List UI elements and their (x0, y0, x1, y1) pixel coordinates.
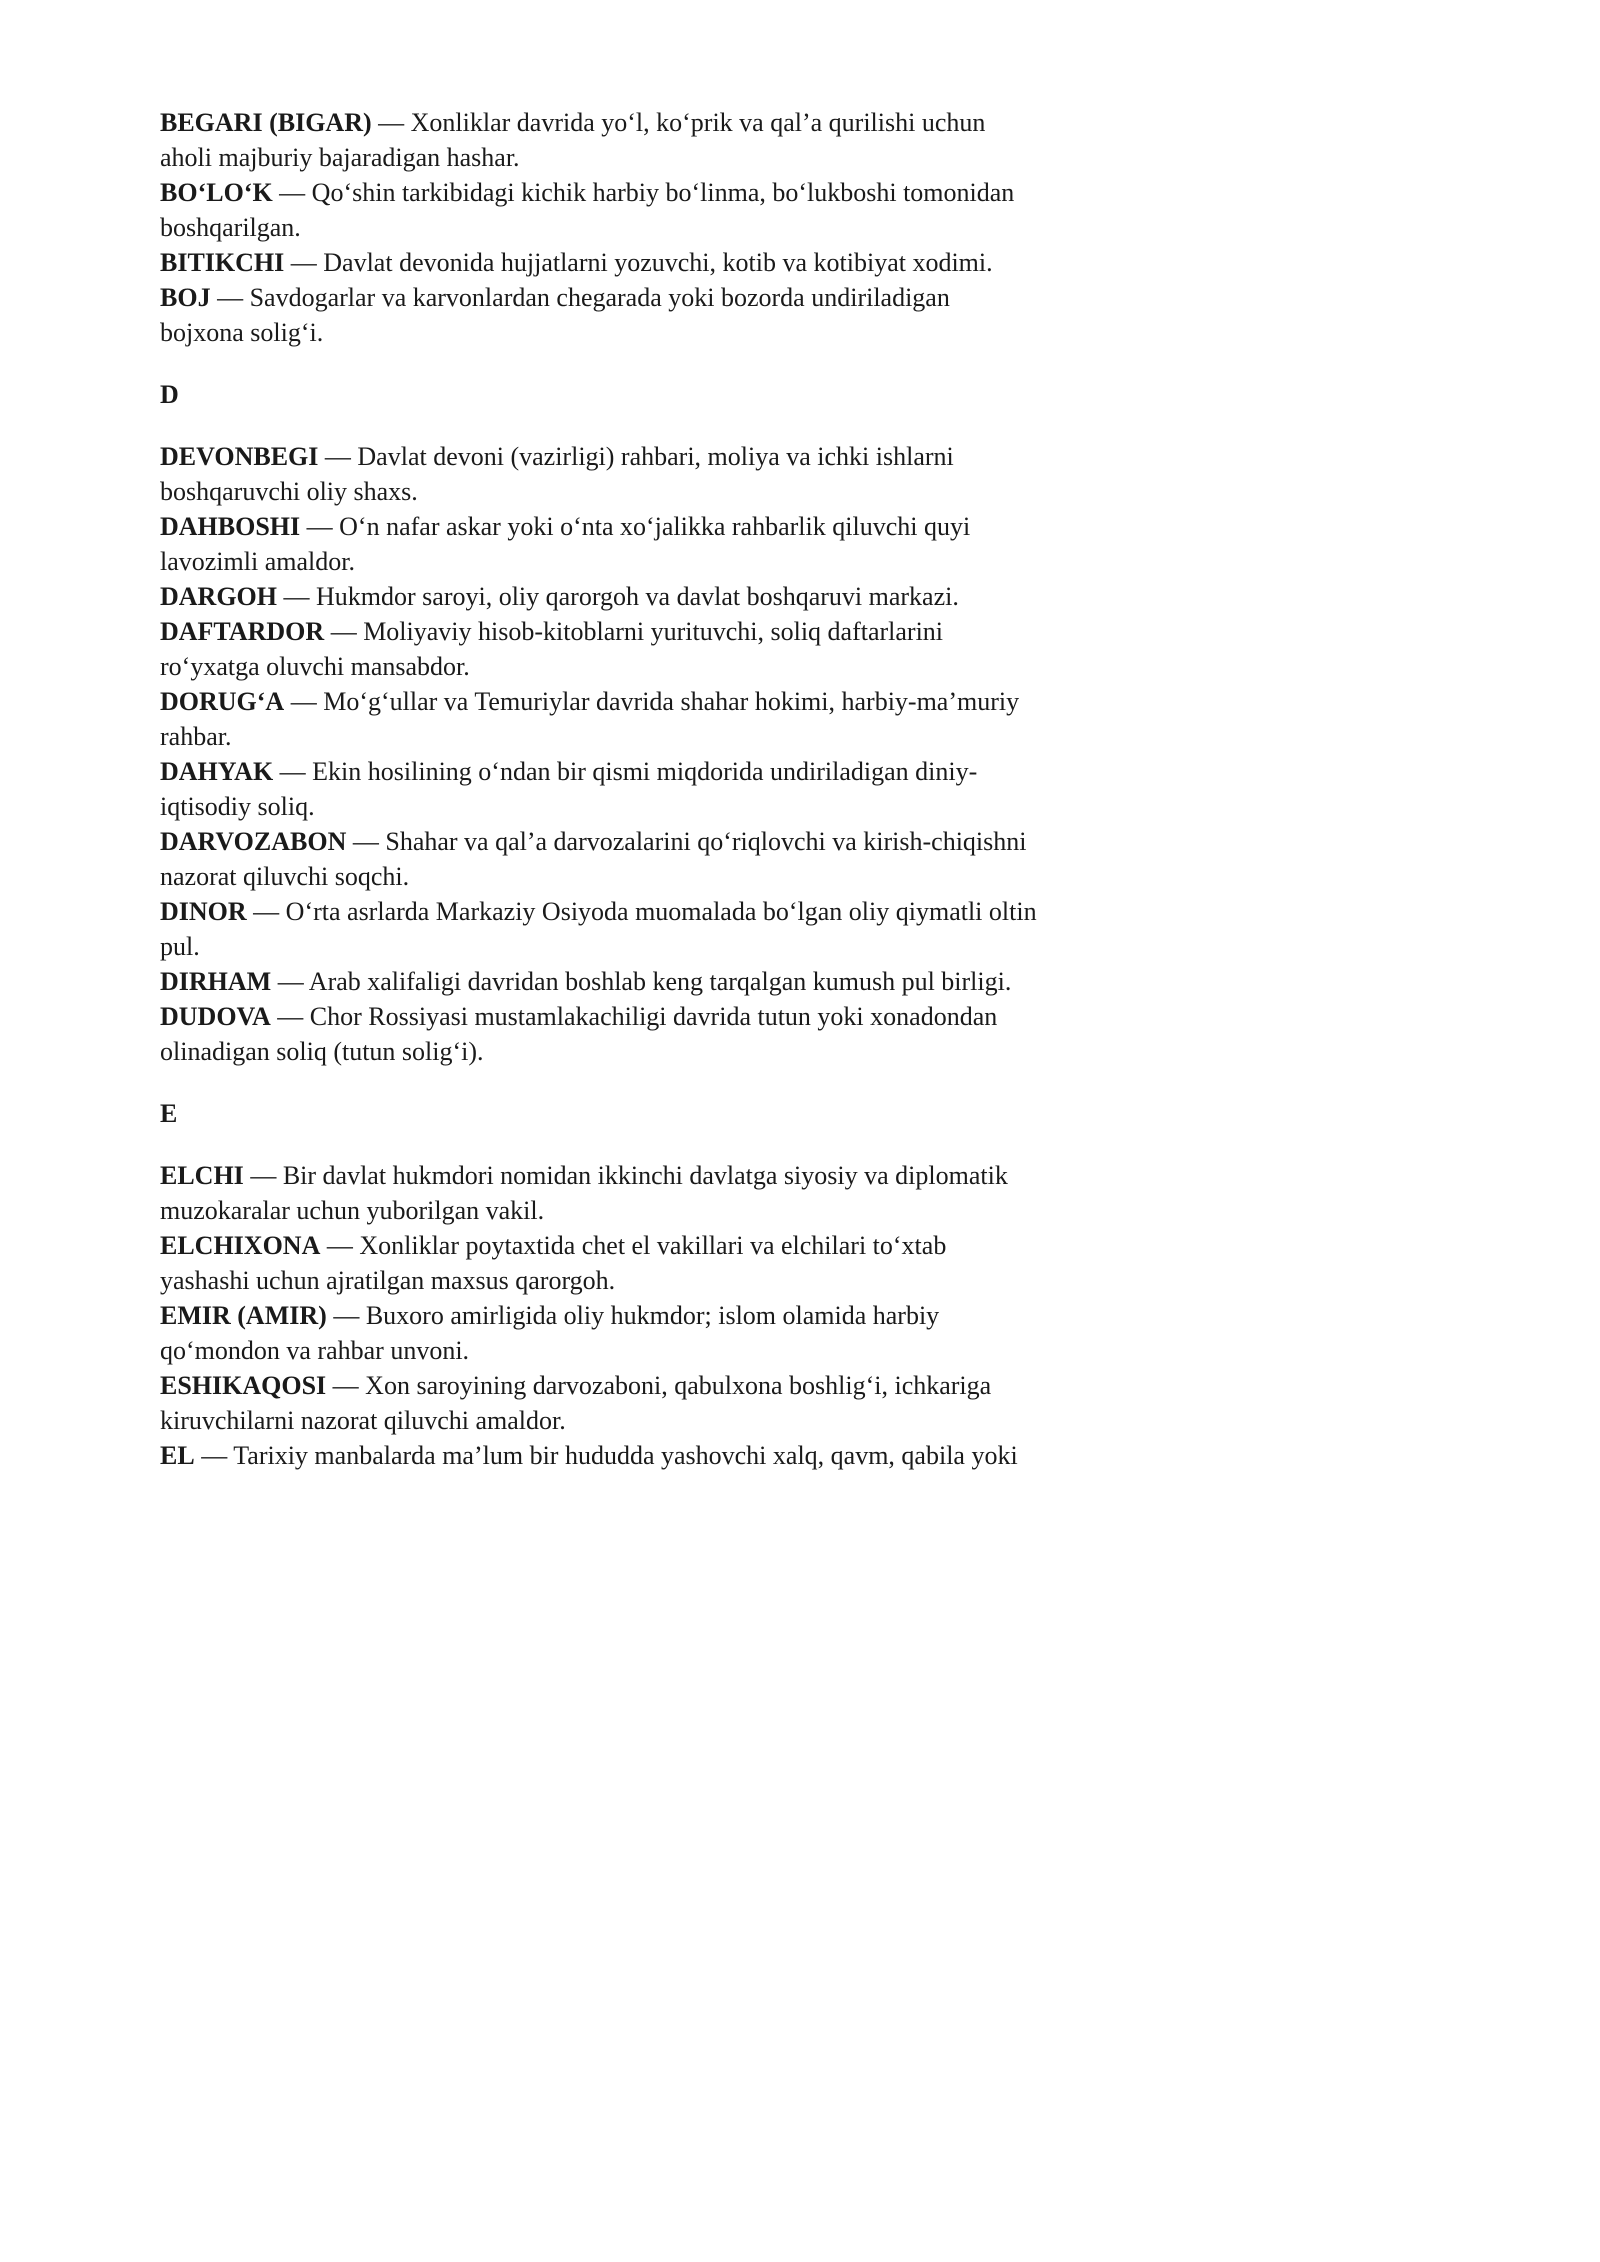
entry-dash: — (273, 757, 313, 786)
entry-dash: — (271, 967, 309, 996)
glossary-entry (160, 1298, 1040, 1368)
entry-definition: Moliyaviy hisob-kitoblarni yurituvchi, soliq daftarlarini ro‘yxatga oluvchi mansabdor. (160, 617, 944, 681)
entry-term: BEGARI (BIGAR) (160, 108, 372, 137)
glossary-entry (160, 1438, 1040, 1473)
entry-definition: Mo‘g‘ullar va Temuriylar davrida shahar hokimi, harbiy-ma’muriy rahbar. (160, 687, 1020, 751)
entry-definition: Xon saroyining darvozaboni, qabulxona boshlig‘i, ichkariga kiruvchilarni nazorat qiluvchi amaldor. (160, 1371, 992, 1435)
entry-term: DINOR (160, 897, 247, 926)
glossary-entry (160, 439, 1040, 509)
entry-definition: Chor Rossiyasi mustamlakachiligi davrida tutun yoki xonadondan olinadigan soliq (tutun solig‘i). (160, 1002, 998, 1066)
glossary-entry (160, 894, 1040, 964)
entry-definition: Shahar va qal’a darvozalarini qo‘riqlovchi va kirish-chiqishni nazorat qiluvchi soqchi. (160, 827, 1027, 891)
entry-dash: — (346, 827, 386, 856)
glossary-entry (160, 754, 1040, 824)
glossary-entry (160, 509, 1040, 579)
glossary-entry (160, 614, 1040, 684)
entry-dash: — (326, 1301, 366, 1330)
glossary-entry (160, 280, 1040, 350)
entry-dash: — (324, 617, 364, 646)
entry-definition: Buxoro amirligida oliy hukmdor; islom olamida harbiy qo‘mondon va rahbar unvoni. (160, 1301, 940, 1365)
glossary-entry (160, 579, 1040, 614)
entry-definition: O‘n nafar askar yoki o‘nta xo‘jalikka rahbarlik qiluvchi quyi lavozimli amaldor. (160, 512, 971, 576)
entry-term: DAHYAK (160, 757, 274, 786)
entry-term: DAFTARDOR (160, 617, 325, 646)
entry-dash: — (320, 1231, 360, 1260)
section-letter-heading: D (160, 380, 179, 409)
entry-term: DARGOH (160, 582, 277, 611)
entry-term: DEVONBEGI (160, 442, 319, 471)
entry-dash: — (243, 1161, 283, 1190)
entry-definition: Xonliklar davrida yo‘l, ko‘prik va qal’a qurilishi uchun aholi majburiy bajaradigan hashar. (160, 108, 986, 172)
entry-dash: — (210, 283, 250, 312)
entry-dash: — (284, 687, 324, 716)
entry-term: BO‘LO‘K (160, 178, 273, 207)
glossary-entry (160, 1228, 1040, 1298)
glossary-entry (160, 175, 1040, 245)
entry-definition: Arab xalifaligi davridan boshlab keng tarqalgan kumush pul birligi. (308, 967, 1012, 996)
entry-term: DIRHAM (160, 967, 272, 996)
section-letter-heading: E (160, 1099, 178, 1128)
entry-dash: — (284, 248, 324, 277)
entry-term: EMIR (AMIR) (160, 1301, 327, 1330)
entry-definition: Tarixiy manbalarda ma’lum bir hududda yashovchi xalq, qavm, qabila yoki (233, 1441, 1018, 1470)
glossary-entry (160, 964, 1040, 999)
entry-definition: Davlat devonida hujjatlarni yozuvchi, kotib va kotibiyat xodimi. (323, 248, 993, 277)
entry-definition: Bir davlat hukmdori nomidan ikkinchi davlatga siyosiy va diplomatik muzokaralar uchun yuborilgan vakil. (160, 1161, 1008, 1225)
entry-dash: — (326, 1371, 366, 1400)
entry-term: DUDOVA (160, 1002, 271, 1031)
entry-term: BOJ (160, 283, 211, 312)
entry-dash: — (318, 442, 358, 471)
entry-definition: Ekin hosilining o‘ndan bir qismi miqdorida undiriladigan diniy-iqtisodiy soliq. (160, 757, 978, 821)
entry-dash: — (246, 897, 286, 926)
section-b (160, 105, 1040, 350)
section-d (160, 377, 1040, 1069)
glossary-entry (160, 245, 1040, 280)
document-page (160, 105, 1040, 1473)
entry-term: DARVOZABON (160, 827, 347, 856)
glossary-entry (160, 105, 1040, 175)
glossary-entry (160, 824, 1040, 894)
entry-term: ELCHI (160, 1161, 244, 1190)
entry-dash: — (270, 1002, 310, 1031)
entry-term: DORUG‘A (160, 687, 285, 716)
entry-definition: Qo‘shin tarkibidagi kichik harbiy bo‘linma, bo‘lukboshi tomonidan boshqarilgan. (160, 178, 1015, 242)
glossary-entry (160, 1158, 1040, 1228)
entry-term: EL (160, 1441, 195, 1470)
entry-dash: — (300, 512, 340, 541)
entry-definition: Savdogarlar va karvonlardan chegarada yoki bozorda undiriladigan bojxona solig‘i. (160, 283, 950, 347)
entry-dash: — (272, 178, 312, 207)
entry-dash: — (371, 108, 411, 137)
entry-term: BITIKCHI (160, 248, 285, 277)
entry-definition: Davlat devoni (vazirligi) rahbari, moliya va ichki ishlarni boshqaruvchi oliy shaxs. (160, 442, 954, 506)
glossary-entry (160, 999, 1040, 1069)
entry-definition: Hukmdor saroyi, oliy qarorgoh va davlat boshqaruvi markazi. (316, 582, 959, 611)
entry-term: DAHBOSHI (160, 512, 301, 541)
entry-term: ESHIKAQOSI (160, 1371, 327, 1400)
glossary-entry (160, 1368, 1040, 1438)
entry-dash: — (277, 582, 316, 611)
glossary-entry (160, 684, 1040, 754)
entry-dash: — (194, 1441, 234, 1470)
entry-term: ELCHIXONA (160, 1231, 321, 1260)
section-e (160, 1096, 1040, 1473)
entry-definition: Xonliklar poytaxtida chet el vakillari va elchilari to‘xtab yashashi uchun ajratilgan maxsus qarorgoh. (160, 1231, 947, 1295)
entry-definition: O‘rta asrlarda Markaziy Osiyoda muomalada bo‘lgan oliy qiymatli oltin pul. (160, 897, 1037, 961)
